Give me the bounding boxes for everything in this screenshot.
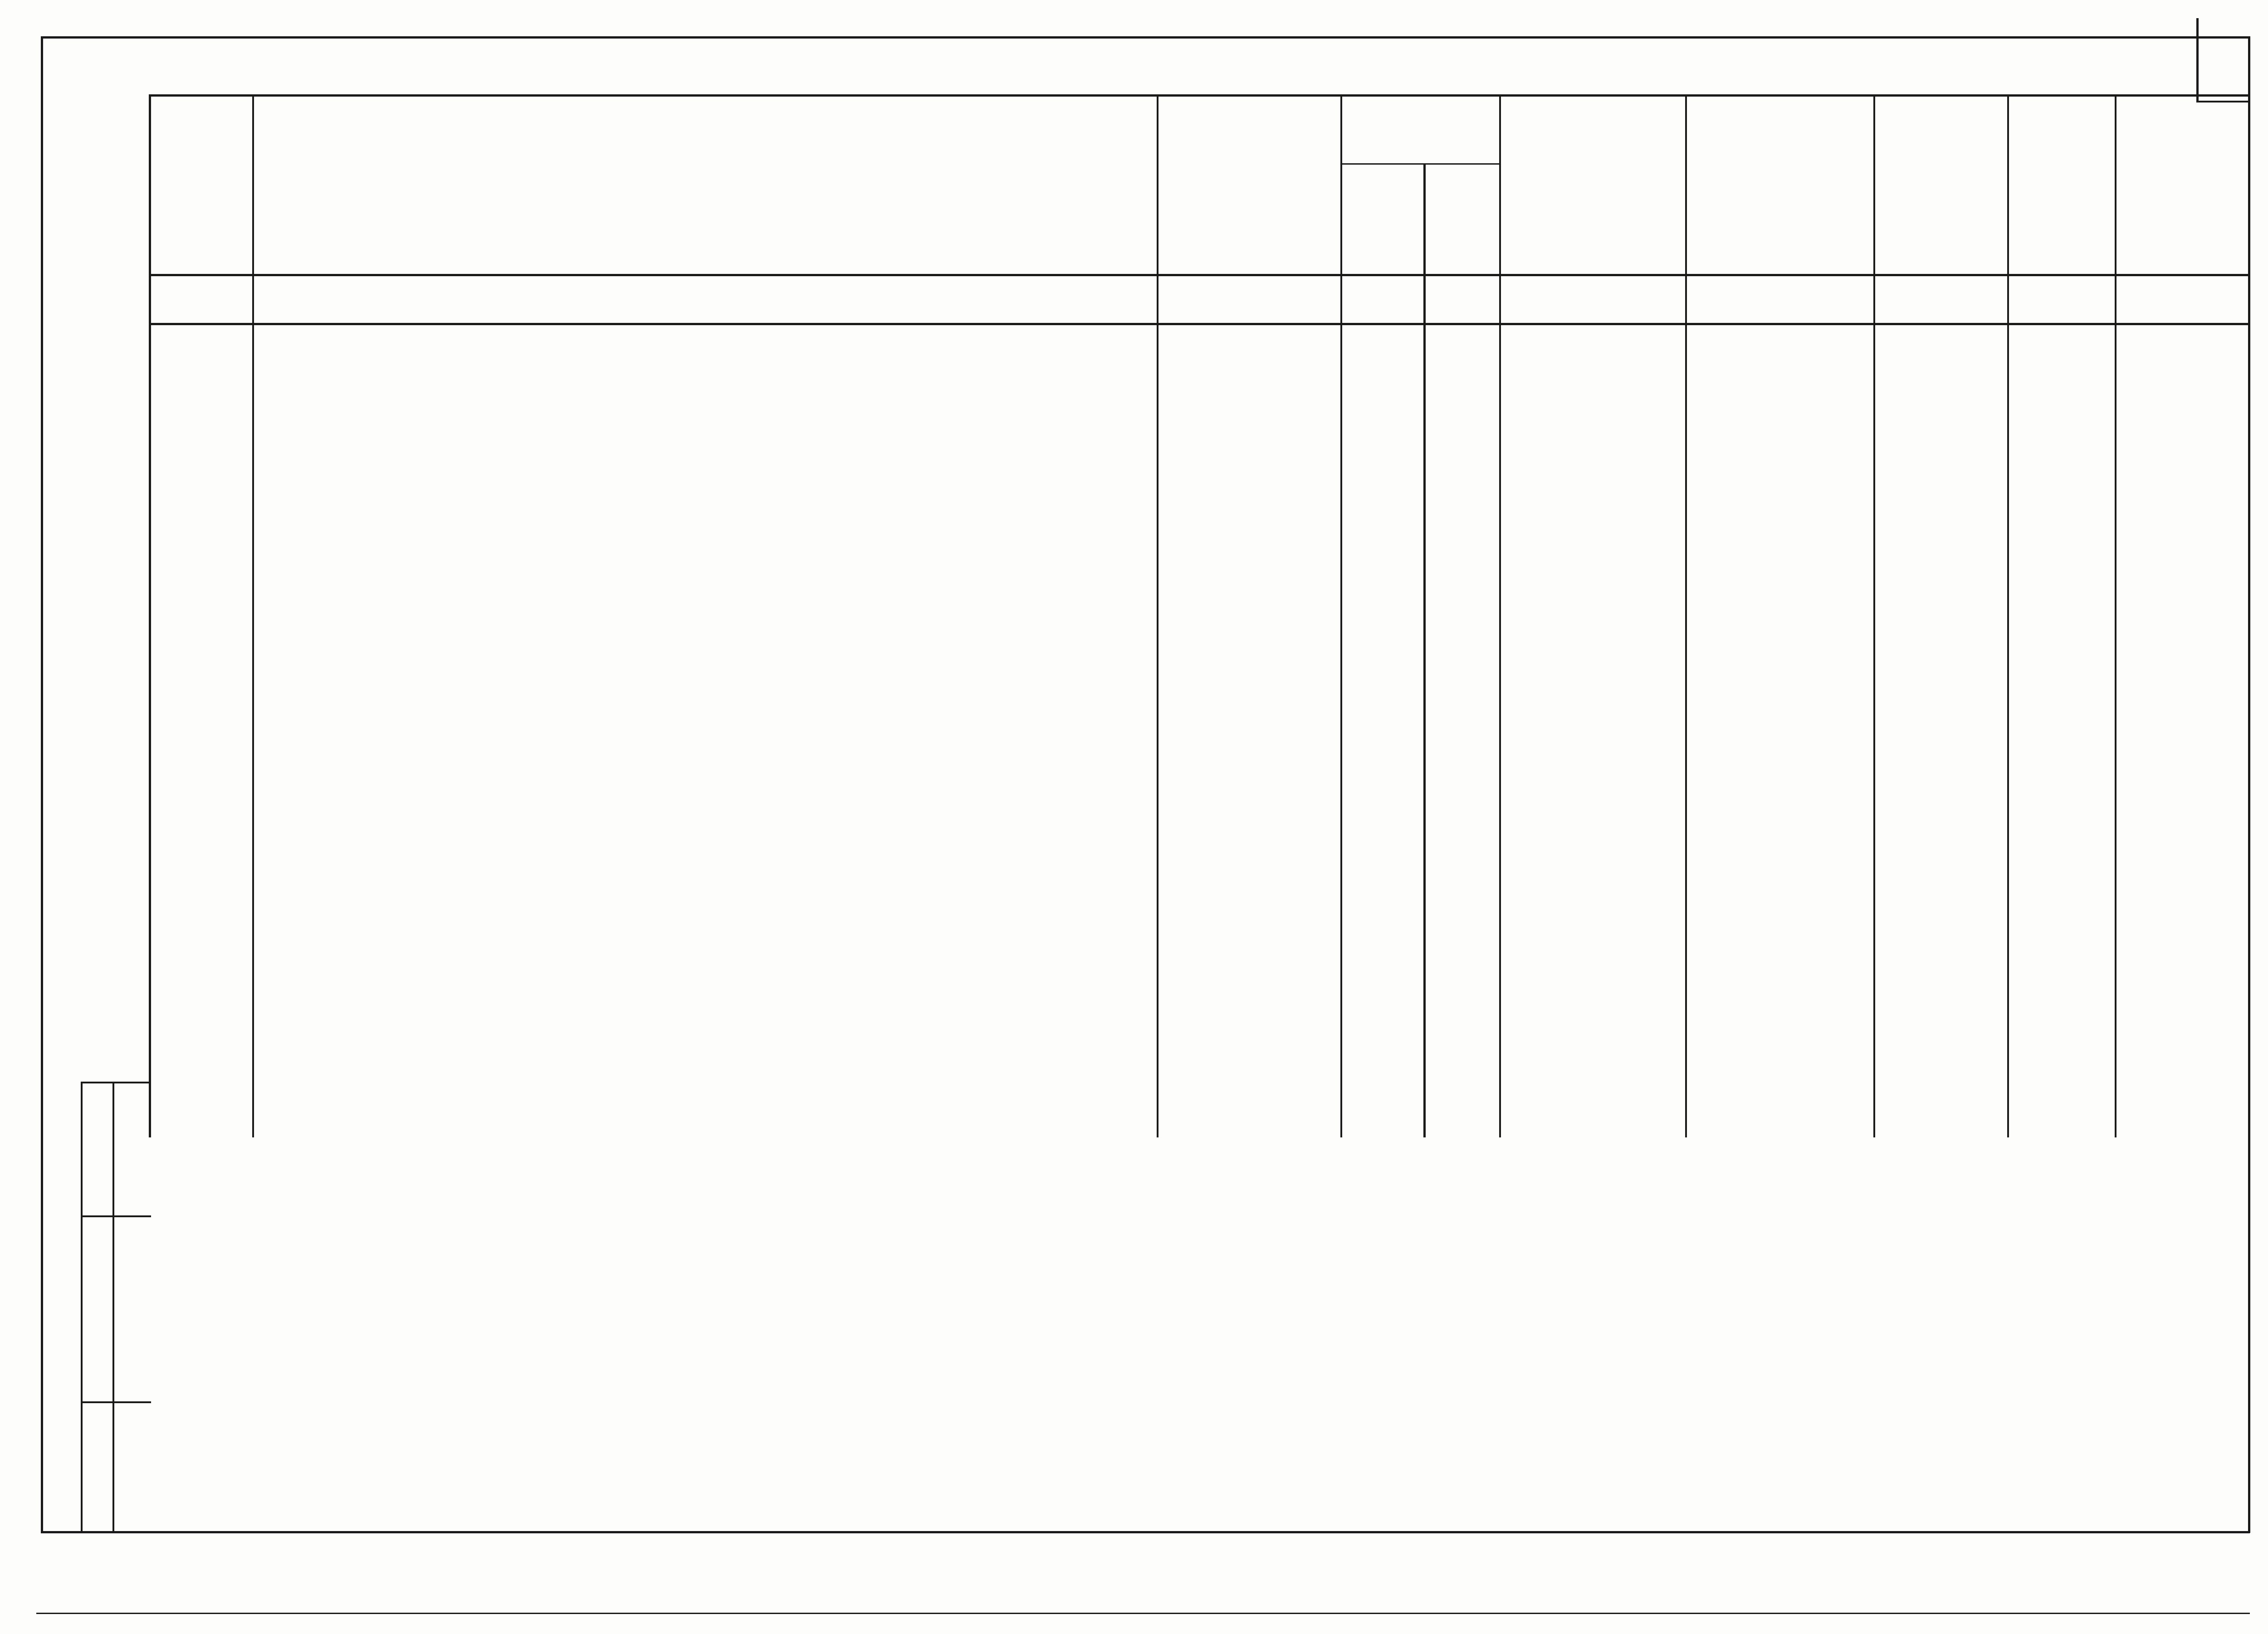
- col-line-4: [1423, 163, 1426, 1137]
- header-unit-group: [1342, 97, 1499, 163]
- header-unit-code: [1426, 165, 1499, 274]
- header-type: [1158, 97, 1340, 274]
- header-name: [254, 136, 1157, 163]
- header-plant-code: [1501, 97, 1685, 274]
- header-unit-name: [1342, 165, 1423, 274]
- colnum-bottom-border: [149, 323, 2248, 325]
- stamp-div-2: [81, 1401, 151, 1403]
- sheet-bottom-edge: [36, 1613, 2250, 1614]
- stamp-col-mid: [112, 1082, 114, 1533]
- stamp-div-1: [81, 1215, 151, 1217]
- page-box-left: [2196, 18, 2199, 102]
- header-price: [1875, 97, 2007, 274]
- header-bottom-border: [149, 274, 2248, 276]
- header-qty: [2009, 97, 2115, 274]
- header-mass: [2116, 97, 2248, 274]
- stamp-top: [81, 1082, 151, 1083]
- header-equip-code: [1687, 97, 1873, 274]
- frame-bottom: [41, 1531, 2250, 1533]
- frame-right: [2248, 36, 2250, 1533]
- header-position: [151, 97, 252, 274]
- stamp-col-left: [81, 1082, 83, 1533]
- frame-top: [41, 36, 2250, 39]
- col-line-1: [252, 94, 254, 1137]
- frame-left: [41, 36, 43, 1533]
